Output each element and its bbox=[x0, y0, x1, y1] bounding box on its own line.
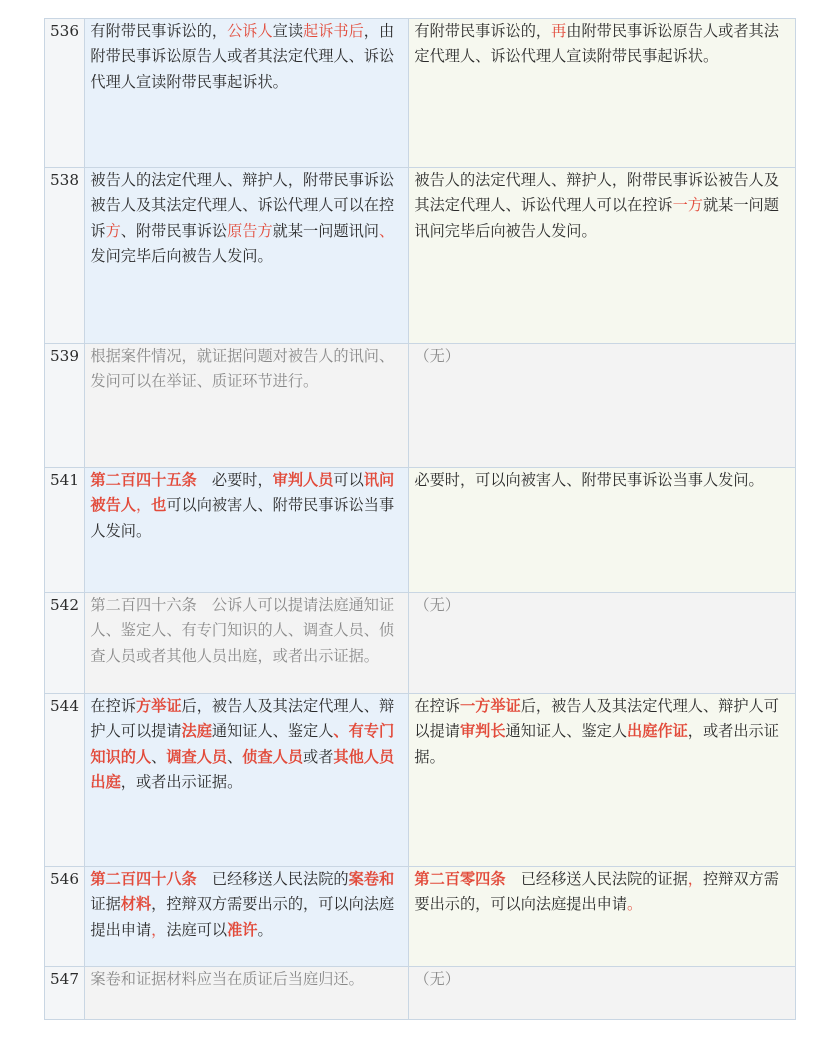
text-run: 就某一问题讯问完毕后向被告人发问。 bbox=[414, 196, 779, 240]
old-text-cell bbox=[85, 19, 409, 168]
highlighted-change: 也 bbox=[151, 496, 167, 515]
old-text-cell bbox=[85, 694, 409, 867]
new-text-cell bbox=[409, 168, 796, 344]
text-run: （无） bbox=[414, 970, 460, 988]
comparison-table-body bbox=[45, 19, 796, 1020]
table-row bbox=[45, 967, 796, 1020]
text-run: 可以 bbox=[333, 471, 364, 489]
highlighted-change: 审判人员 bbox=[272, 471, 334, 489]
table-row bbox=[45, 168, 796, 344]
highlighted-change: 调查人员 bbox=[166, 747, 228, 766]
text-run: 。 bbox=[257, 920, 273, 939]
text-run: （无） bbox=[414, 347, 460, 365]
highlighted-change: ， bbox=[135, 496, 152, 515]
text-run: 证据 bbox=[90, 895, 121, 914]
text-run: 由附带民事诉讼原告人或者其法定代理人、诉讼代理人宣读附带民事起诉状。 bbox=[414, 22, 779, 66]
comparison-table bbox=[44, 18, 796, 1020]
highlighted-change: 第二百四十八条 bbox=[90, 870, 197, 888]
text-run: 、 bbox=[227, 747, 243, 766]
text-run: 通知证人、鉴定人 bbox=[211, 722, 334, 741]
text-run: 必要时， bbox=[196, 471, 273, 489]
text-run: ，或者出示证据。 bbox=[120, 772, 243, 791]
highlighted-change: 第二百四十五条 bbox=[90, 471, 197, 489]
table-row bbox=[45, 344, 796, 468]
text-run: 通知证人、鉴定人 bbox=[505, 722, 628, 741]
highlighted-change: 再 bbox=[551, 22, 567, 40]
highlighted-change: 一方举证 bbox=[459, 697, 521, 715]
highlighted-change: ， bbox=[151, 920, 167, 939]
text-run: 、附带民事诉讼 bbox=[120, 221, 228, 240]
highlighted-change: 一方 bbox=[672, 196, 703, 215]
text-run: ，或者出示证据。 bbox=[414, 722, 779, 766]
text-run: 在控诉 bbox=[90, 697, 136, 715]
text-run: 被告人的法定代理人、辩护人，附带民事诉讼被告人及其法定代理人、诉讼代理人可以在控诉 bbox=[90, 171, 395, 240]
new-text-cell bbox=[409, 19, 796, 168]
text-run: 或者 bbox=[303, 747, 334, 766]
highlighted-change: 其他人员出庭 bbox=[90, 747, 395, 791]
text-run: 有附带民事诉讼的， bbox=[90, 22, 228, 40]
highlighted-change: 案卷和 bbox=[348, 870, 395, 888]
text-run: 有附带民事诉讼的， bbox=[414, 22, 552, 40]
highlighted-change: 、有专门知识的人 bbox=[90, 722, 395, 766]
text-run: （无） bbox=[414, 596, 460, 614]
text-run: 在控诉 bbox=[414, 697, 460, 715]
new-text-cell bbox=[409, 344, 796, 468]
highlighted-change: 方举证 bbox=[135, 697, 182, 715]
old-text-cell bbox=[85, 468, 409, 593]
text-run: 后，被告人及其法定代理人、辩护人可以提请 bbox=[90, 697, 395, 741]
text-run: 根据案件情况，就证据问题对被告人的讯问、发问可以在举证、质证环节进行。 bbox=[90, 347, 395, 391]
row-number: 544 bbox=[45, 694, 85, 867]
new-text-cell bbox=[409, 967, 796, 1020]
table-row bbox=[45, 593, 796, 694]
text-run: ，控辩双方需要出示的，可以向法庭提出申请 bbox=[90, 895, 395, 939]
highlighted-change: 法庭 bbox=[181, 722, 212, 741]
row-number: 538 bbox=[45, 168, 85, 344]
new-text-cell bbox=[409, 468, 796, 593]
row-number: 542 bbox=[45, 593, 85, 694]
text-run: 宣读 bbox=[272, 22, 303, 40]
table-row bbox=[45, 19, 796, 168]
row-number: 539 bbox=[45, 344, 85, 468]
highlighted-change: 方 bbox=[105, 221, 121, 240]
highlighted-change: 起诉书后 bbox=[303, 22, 364, 40]
highlighted-change: 出庭作证 bbox=[627, 722, 688, 741]
highlighted-change: 原告方 bbox=[227, 221, 273, 240]
text-run: 必要时，可以向被害人、附带民事诉讼当事人发问。 bbox=[414, 471, 764, 489]
highlighted-change: 侦查人员 bbox=[242, 747, 303, 766]
text-run: 就某一问题讯问 bbox=[272, 221, 379, 240]
new-text-cell bbox=[409, 694, 796, 867]
row-number: 546 bbox=[45, 867, 85, 967]
text-run: 被告人的法定代理人、辩护人，附带民事诉讼被告人及其法定代理人、诉讼代理人可以在控诉 bbox=[414, 171, 779, 215]
table-row bbox=[45, 694, 796, 867]
highlighted-change: 准许 bbox=[227, 920, 258, 939]
text-run: 后，被告人及其法定代理人、辩护人可以提请 bbox=[414, 697, 779, 741]
row-number: 536 bbox=[45, 19, 85, 168]
row-number: 541 bbox=[45, 468, 85, 593]
highlighted-change: 审判长 bbox=[459, 722, 506, 741]
text-run: ，由附带民事诉讼原告人或者其法定代理人、诉讼代理人宣读附带民事起诉状。 bbox=[90, 22, 395, 91]
highlighted-change: 、 bbox=[378, 221, 395, 240]
row-number: 547 bbox=[45, 967, 85, 1020]
new-text-cell bbox=[409, 867, 796, 967]
highlighted-change: 材料 bbox=[120, 895, 152, 914]
highlighted-change: ， bbox=[687, 870, 703, 888]
old-text-cell bbox=[85, 593, 409, 694]
text-run: 第二百四十六条 公诉人可以提请法庭通知证人、鉴定人、有专门知识的人、调查人员、侦查人员或者其他人员出庭，或者出示证据。 bbox=[90, 596, 395, 665]
old-text-cell bbox=[85, 867, 409, 967]
text-run: 可以向被害人、附带民事诉讼当事人发问。 bbox=[90, 496, 395, 540]
text-run: 发问完毕后向被告人发问。 bbox=[90, 246, 273, 265]
text-run: 控辩双方需要出示的，可以向法庭提出申请 bbox=[414, 870, 779, 914]
text-run: 案卷和证据材料应当在质证后当庭归还。 bbox=[90, 970, 364, 988]
highlighted-change: 公诉人 bbox=[227, 22, 273, 40]
text-run: 已经移送人民法院的证据 bbox=[505, 870, 688, 888]
highlighted-change: 第二百零四条 bbox=[414, 870, 506, 888]
highlighted-change: 。 bbox=[627, 895, 643, 914]
old-text-cell bbox=[85, 344, 409, 468]
table-row bbox=[45, 468, 796, 593]
text-run: 法庭可以 bbox=[166, 920, 228, 939]
text-run: 、 bbox=[151, 747, 167, 766]
text-run: 已经移送人民法院的 bbox=[196, 870, 349, 888]
old-text-cell bbox=[85, 168, 409, 344]
table-row bbox=[45, 867, 796, 967]
highlighted-change: 讯问被告人 bbox=[90, 471, 395, 515]
old-text-cell bbox=[85, 967, 409, 1020]
new-text-cell bbox=[409, 593, 796, 694]
